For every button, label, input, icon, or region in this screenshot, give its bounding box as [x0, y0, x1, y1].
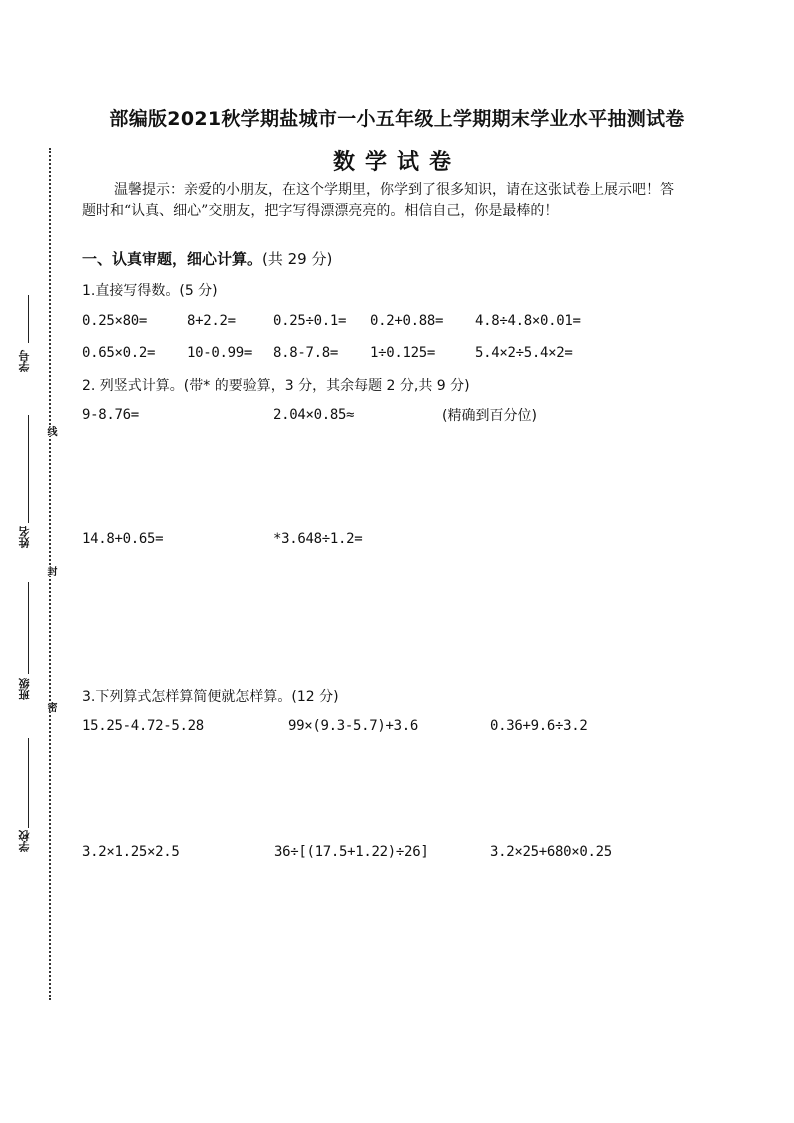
- q3-item: 3.2×1.25×2.5: [82, 844, 180, 860]
- name-line: [28, 415, 29, 523]
- q1-item: 8.8-7.8=: [273, 345, 339, 361]
- question-1-label: 1.直接写得数。(5 分): [82, 283, 218, 299]
- q2-precision-note: (精确到百分位): [442, 408, 537, 424]
- q1-item: 0.25÷0.1=: [273, 313, 347, 329]
- q1-item: 0.2+0.88=: [370, 313, 444, 329]
- section-points: (共 29 分): [262, 250, 333, 268]
- q2-item: 9-8.76=: [82, 407, 139, 423]
- q3-item: 99×(9.3-5.7)+3.6: [288, 718, 419, 734]
- school-line: [28, 738, 29, 828]
- seal-char-line: 线: [45, 426, 56, 436]
- q1-item: 1÷0.125=: [370, 345, 436, 361]
- seal-char-secret: 密: [45, 702, 56, 712]
- student-id-label: 学号: [18, 350, 31, 372]
- q3-item: 0.36+9.6÷3.2: [490, 718, 588, 734]
- q1-item: 10-0.99=: [187, 345, 253, 361]
- seal-char-seal: 封: [45, 566, 56, 576]
- q1-item: 8+2.2=: [187, 313, 236, 329]
- q1-item: 5.4×2÷5.4×2=: [475, 345, 573, 361]
- section-heading: [82, 248, 332, 269]
- question-3-label: 3.下列算式怎样算简便就怎样算。(12 分): [82, 689, 339, 705]
- q3-item: 36÷[(17.5+1.22)÷26]: [274, 844, 429, 860]
- q3-item: 3.2×25+680×0.25: [490, 844, 612, 860]
- student-id-line: [28, 295, 29, 343]
- q3-item: 15.25-4.72-5.28: [82, 718, 204, 734]
- exam-title: 部编版2021秋学期盐城市一小五年级上学期期末学业水平抽测试卷: [109, 108, 685, 130]
- q2-item: 14.8+0.65=: [82, 531, 164, 547]
- school-label: 学校: [18, 830, 31, 852]
- q2-item: 2.04×0.85≈: [273, 407, 355, 423]
- q2-item: *3.648÷1.2=: [273, 531, 363, 547]
- q1-item: 0.65×0.2=: [82, 345, 156, 361]
- class-line: [28, 582, 29, 674]
- name-label: 姓名: [18, 526, 31, 548]
- class-label: 班级: [18, 678, 31, 700]
- warm-tip: 温馨提示：亲爱的小朋友，在这个学期里，你学到了很多知识，请在这张试卷上展示吧！答题时和“认真、细心”交朋友，把字写得漂漂亮亮的。相信自己，你是最棒的！: [82, 182, 674, 219]
- q1-item: 4.8÷4.8×0.01=: [475, 313, 581, 329]
- exam-subtitle: 数学试卷: [332, 150, 461, 175]
- section-heading-text: 一、认真审题，细心计算。: [82, 250, 263, 268]
- question-2-label: 2. 列竖式计算。(带* 的要验算，3 分，其余每题 2 分,共 9 分): [82, 378, 470, 394]
- q1-item: 0.25×80=: [82, 313, 148, 329]
